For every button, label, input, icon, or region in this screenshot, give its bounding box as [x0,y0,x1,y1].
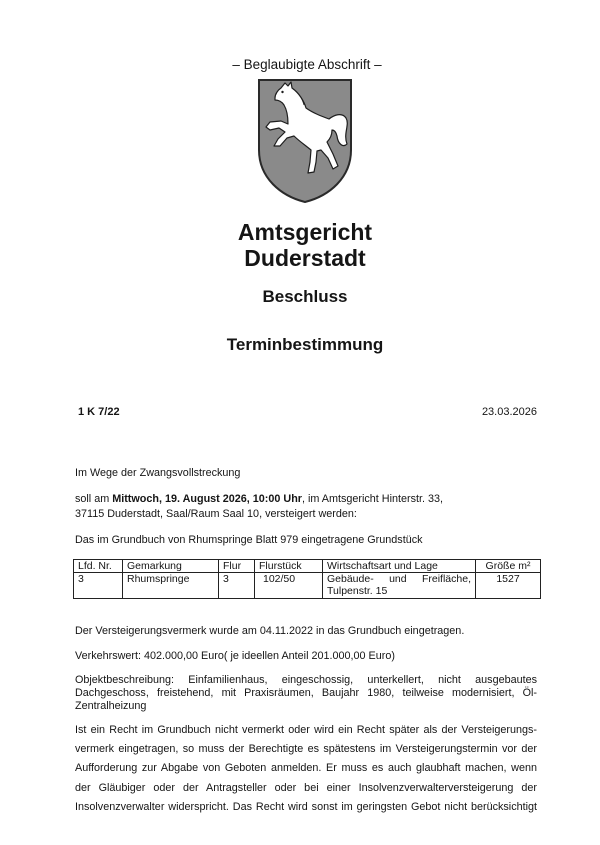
certified-copy-note: – Beglaubigte Abschrift – [232,57,382,72]
cell-flur: 3 [219,573,255,599]
description-line: Dachgeschoss, freistehend, mit Praxisräumen, Baujahr 1980, teilweise modernisiert, Öl- [75,687,537,699]
notice-line: Ist ein Recht im Grundbuch nicht vermerkt oder wird ein Recht später als der Versteigerungs- [75,724,537,736]
case-number: 1 K 7/22 [78,406,120,418]
registration-note: Der Versteigerungsvermerk wurde am 04.11.2022 in das Grundbuch eingetragen. [75,625,465,637]
horse-eye [281,91,283,93]
cell-flurstueck: 102/50 [255,573,323,599]
cell-lfd-nr: 3 [74,573,123,599]
address-line: Tulpenstr. 15 [327,585,388,597]
notice-line: Aufforderung zur Abgabe von Geboten anmelden. Er muss es auch glaubhaft machen, wenn [75,762,537,774]
table-row [74,573,541,599]
coat-of-arms-emblem [257,78,353,204]
auction-datetime: Mittwoch, 19. August 2026, 10:00 Uhr [112,493,302,505]
description-line: Zentralheizung [75,700,147,712]
header-groesse: Größe m² [476,560,541,573]
document-date: 23.03.2026 [481,406,537,418]
notice-line: der Gläubiger oder der Antragsteller oder bei einer Insolvenzverwalterversteigerung der [75,782,537,794]
document-subject: Terminbestimmung [226,335,384,354]
schedule-suffix: , im Amtsgericht Hinterstr. 33, [302,493,444,505]
intro-text: Im Wege der Zwangsvollstreckung [75,467,241,479]
cell-wirtschaftsart-lage [323,573,476,599]
schedule-prefix: soll am [75,493,113,505]
court-name-line2: Duderstadt [244,245,366,271]
property-intro: Das im Grundbuch von Rhumspringe Blatt 979 eingetragene Grundstück [75,534,423,546]
document-type: Beschluss [262,287,348,306]
header-gemarkung: Gemarkung [123,560,219,573]
header-wirtschaftsart-lage: Wirtschaftsart und Lage [323,560,476,573]
usage-line: Gebäude- und Freifläche, [327,573,471,585]
market-value: Verkehrswert: 402.000,00 Euro( je ideellen Anteil 201.000,00 Euro) [75,650,395,662]
court-name-line1: Amtsgericht [237,219,373,245]
header-flurstueck: Flurstück [255,560,323,573]
cell-groesse: 1527 [476,573,541,599]
schedule-line-2: 37115 Duderstadt, Saal/Raum Saal 10, versteigert werden: [75,508,357,520]
header-lfd-nr: Lfd. Nr. [74,560,123,573]
header-flur: Flur [219,560,255,573]
cell-gemarkung: Rhumspringe [123,573,219,599]
schedule-line-1 [75,493,443,506]
property-table-header [74,560,541,573]
property-table [73,559,541,599]
description-line: Objektbeschreibung: Einfamilienhaus, eingeschossig, unterkellert, nicht ausgebautes [75,674,537,686]
notice-line: Insolvenzverwalter widerspricht. Das Recht wird sonst im geringsten Gebot nicht berücksichtigt [75,801,537,813]
notice-line: vermerk eingetragen, so muss der Berechtigte es spätestens im Versteigerungstermin vor der [75,743,537,755]
